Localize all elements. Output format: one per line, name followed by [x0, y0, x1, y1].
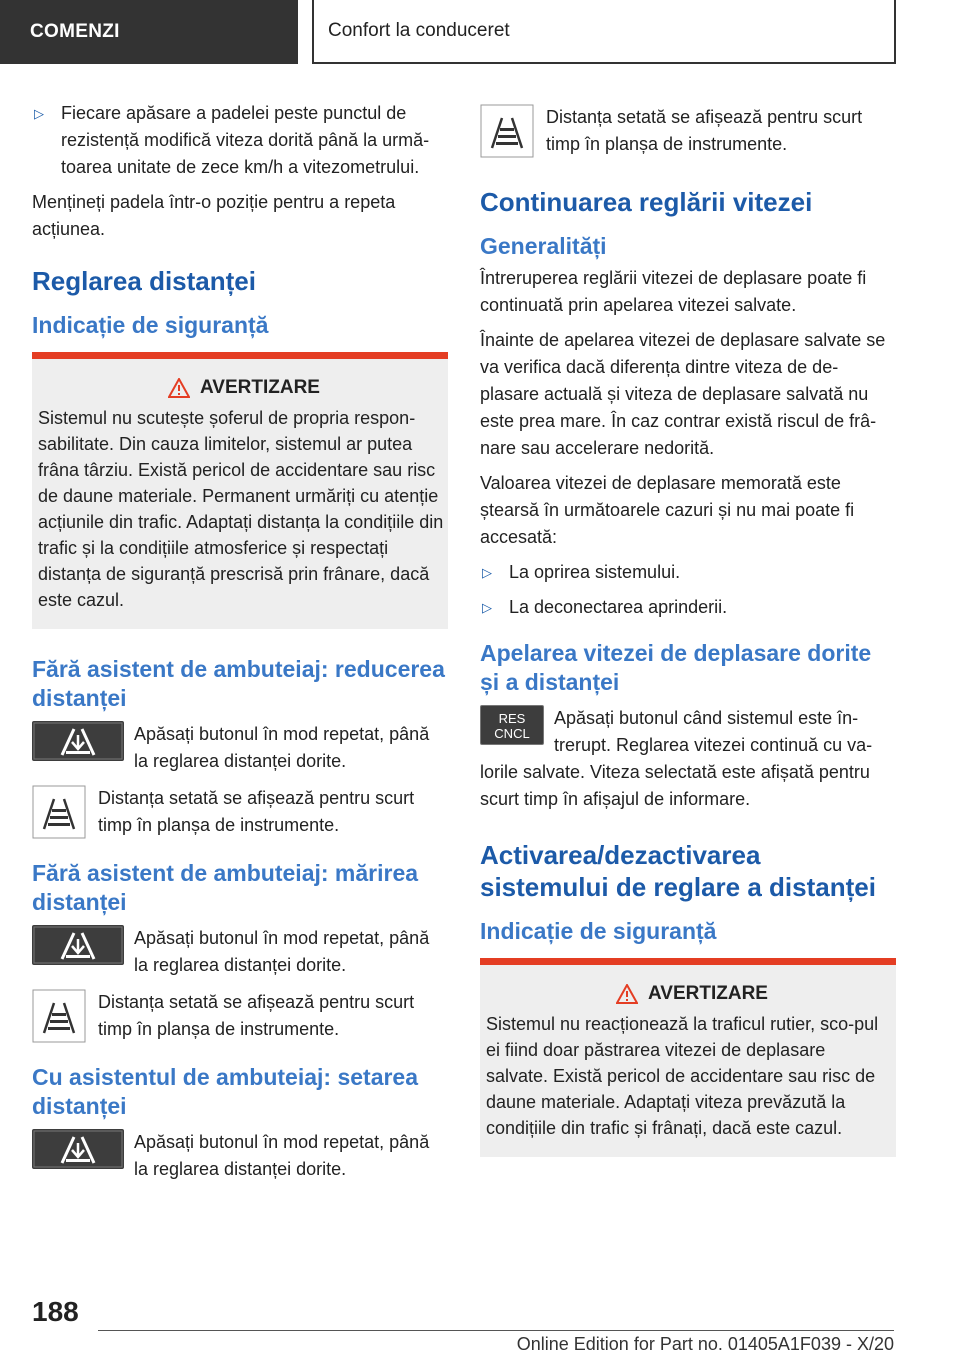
warning-triangle-icon	[616, 984, 638, 1004]
distance-increase-button-icon	[32, 925, 124, 965]
subsection-heading: Generalități	[480, 233, 607, 259]
subsection-heading: Indicație de siguranță	[480, 918, 717, 944]
instruction-text: Distanța setată se afișează pentru scurt timp în planșa de instrumente.	[98, 788, 415, 835]
distance-display-icon	[32, 989, 86, 1043]
instruction-row	[32, 925, 448, 979]
triangle-bullet-icon: ▷	[482, 565, 492, 580]
instruction-row	[32, 1129, 448, 1183]
warning-title-text: AVERTIZARE	[648, 983, 768, 1004]
list-item-text: La oprirea sistemului.	[509, 562, 681, 582]
right-column	[480, 100, 896, 1183]
list-item	[480, 559, 896, 586]
edition-note: Online Edition for Part no. 01405A1F039 - X/20	[516, 1334, 894, 1354]
cncl-label: CNCL	[494, 726, 530, 741]
res-cncl-button-icon	[480, 705, 544, 745]
paragraph: Mențineți padela într-o poziție pentru a repeta acțiunea.	[32, 192, 396, 239]
subsection-heading: Fără asistent de ambuteiaj: mărirea distanței	[32, 860, 419, 915]
subsection-heading: Indicație de siguranță	[32, 312, 269, 338]
page-number: 188	[32, 1296, 79, 1327]
paragraph: Înainte de apelarea vitezei de deplasare salvate se va verifica dacă diferența dintre viteza de de-plasare actuală și viteza de deplasare salvată nu este prea mare. În caz contrar există riscul de frâ-nare sau accelerare nedorită.	[480, 330, 886, 458]
triangle-bullet-icon: ▷	[34, 106, 44, 121]
instruction-text: Apăsați butonul în mod repetat, până la reglarea distanței dorite.	[134, 724, 430, 771]
section-heading: Reglarea distanței	[32, 266, 256, 296]
section-heading: Continuarea reglării vitezei	[480, 187, 813, 217]
distance-display-icon	[480, 104, 534, 158]
subsection-heading: Apelarea vitezei de deplasare dorite și a distanței	[480, 640, 872, 695]
instruction-text: Apăsați butonul când sistemul este în-trerupt. Reglarea vitezei continuă cu va-lorile salvate. Viteza selectată este afișată pentru scurt timp în afișajul de informare.	[480, 708, 873, 809]
warning-box	[480, 958, 896, 1157]
section-tab: COMENZI	[0, 0, 298, 64]
list-item	[32, 100, 448, 181]
instruction-text: Distanța setată se afișează pentru scurt timp în planșa de instrumente.	[546, 107, 863, 154]
triangle-bullet-icon: ▷	[482, 600, 492, 615]
instruction-row	[32, 989, 448, 1049]
subsection-heading: Cu asistentul de ambuteiaj: setarea distanței	[32, 1064, 419, 1119]
list-item	[480, 594, 896, 621]
section-heading: Activarea/dezactivarea sistemului de reglare a distanței	[480, 840, 876, 902]
list-item-text: Fiecare apăsare a padelei peste punctul de rezistență modifică viteza dorită până la urmă-toarea unitate de zece km/h a vitezometrului.	[61, 103, 430, 177]
warning-box	[32, 352, 448, 629]
paragraph: Întreruperea reglării vitezei de deplasare poate fi continuată prin apelarea vitezei salvate.	[480, 268, 867, 315]
distance-display-icon	[32, 785, 86, 839]
warning-title	[486, 981, 892, 1007]
paragraph: Valoarea vitezei de deplasare memorată este ștearsă în următoarele cazuri și nu mai poate fi accesată:	[480, 473, 855, 547]
subsection-heading: Fără asistent de ambuteiaj: reducerea distanței	[32, 656, 445, 711]
warning-title	[38, 375, 444, 401]
instruction-text: Apăsați butonul în mod repetat, până la reglarea distanței dorite.	[134, 928, 430, 975]
res-label: RES	[498, 711, 526, 726]
list-item-text: La deconectarea aprinderii.	[509, 597, 728, 617]
instruction-row	[32, 721, 448, 775]
instruction-text: Distanța setată se afișează pentru scurt timp în planșa de instrumente.	[98, 992, 415, 1039]
warning-title-text: AVERTIZARE	[200, 377, 320, 398]
distance-button-icon	[32, 1129, 124, 1169]
left-column	[32, 100, 448, 1193]
warning-triangle-icon	[168, 378, 190, 398]
warning-text: Sistemul nu scutește șoferul de propria respon-sabilitate. Din cauza limitelor, sistemul ar putea frâna târziu. Există pericol de accidentare sau risc de daune materiale. Permanent urmăriți cu atenție acțiunile din trafic. Adaptați distanța la condițiile din trafic și la condițiile atmosferice și respectați distanța de siguranță prescrisă prin frânare, dacă este cazul.	[38, 408, 444, 610]
instruction-row	[480, 104, 896, 164]
instruction-text: Apăsați butonul în mod repetat, până la reglarea distanței dorite.	[134, 1132, 430, 1179]
chapter-title: Confort la conduceret	[312, 0, 896, 64]
warning-text: Sistemul nu reacționează la traficul rutier, sco-pul ei fiind doar păstrarea vitezei de deplasare salvate. Există pericol de accidentare sau risc de daune materiale. Adaptați viteza prevăzută la condițiile din trafic și frânați, dacă este cazul.	[486, 1014, 879, 1138]
instruction-row	[480, 705, 896, 813]
instruction-row	[32, 785, 448, 845]
footer-divider	[98, 1330, 894, 1331]
distance-decrease-button-icon	[32, 721, 124, 761]
